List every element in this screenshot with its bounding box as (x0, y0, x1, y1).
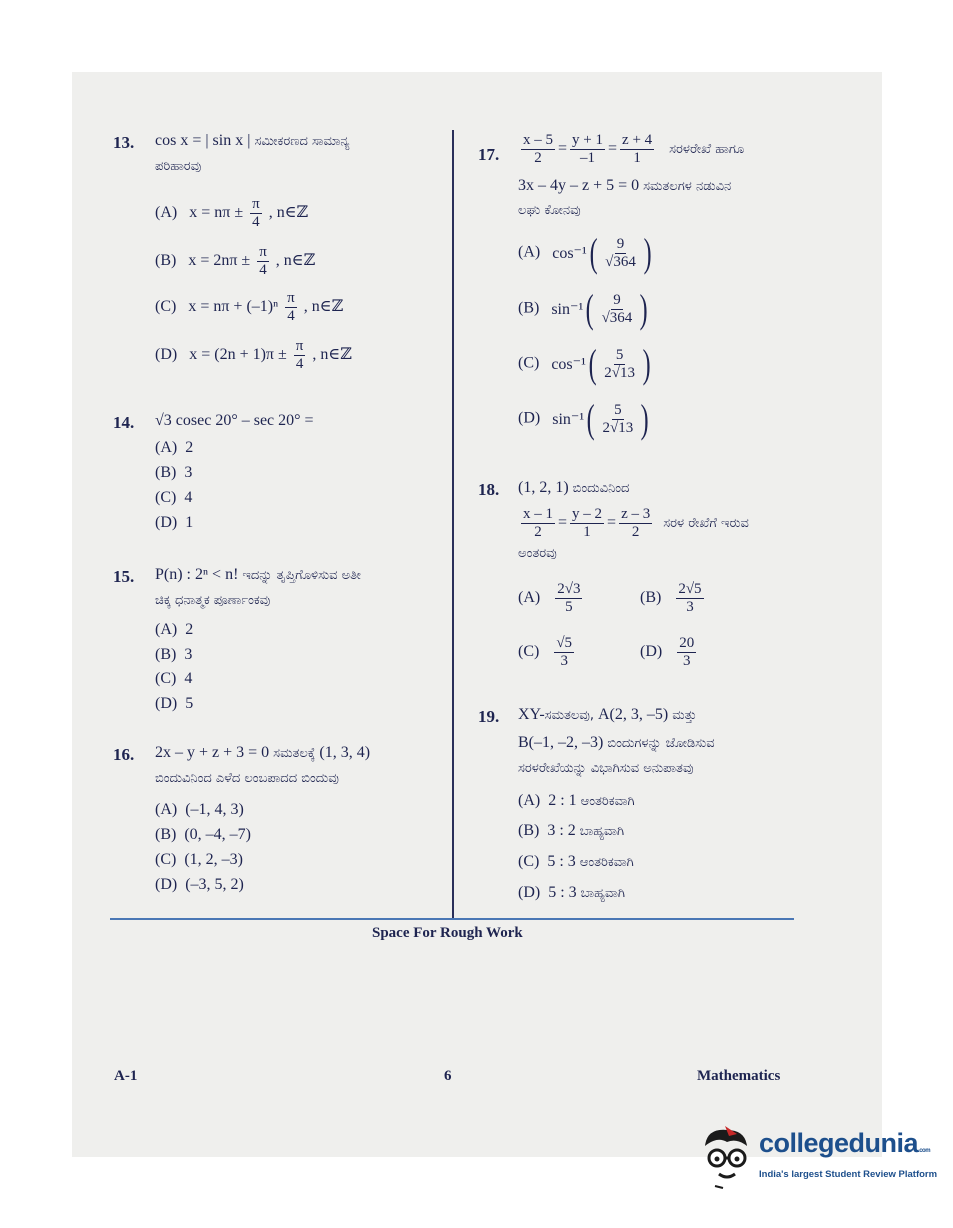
option-c: (C) 4 (155, 489, 193, 506)
option-expr: x = nπ ± (189, 204, 244, 222)
question-stem-point: (1, 2, 1) (518, 479, 569, 496)
fraction: $\frac{\pi}{4}$ (252, 196, 260, 230)
question-stem-kannada-2: ಸಮತಲಗಳ ನಡುವಿನ (643, 179, 732, 194)
option-d: (D) 5 : 3 ಬಾಹ್ಯವಾಗಿ (518, 884, 625, 901)
option-a: (A) $\frac{2√3}{5}$ (518, 581, 581, 615)
brand-tagline: India's largest Student Review Platform (759, 1169, 938, 1180)
option-expr: x = nπ + (–1)ⁿ (188, 298, 279, 316)
fraction: $\frac{z - 3}{2}$ (621, 506, 651, 540)
question-stem-math: P(n) : 2ⁿ < n! (155, 566, 239, 583)
question-number: 16. (113, 745, 135, 764)
question-stem-kannada: ಸರಳರೇಖೆ ಹಾಗೂ (669, 142, 745, 158)
question-stem-math: cos x = | sin x | (155, 132, 251, 149)
option-a: (A) (–1, 4, 3) (155, 801, 244, 818)
question-number: 15. (113, 567, 135, 586)
fraction: $\frac{9}{√364}$ (605, 235, 636, 270)
question-stem-kannada: ಸಮತಲಕ್ಕೆ (273, 746, 316, 761)
option-b: (B) sin⁻¹ ( $\frac{9}{√364}$ ) (518, 286, 648, 331)
mascot-icon (697, 1124, 757, 1190)
option-c: (C) $\frac{√5}{3}$ (518, 635, 573, 669)
option-b: (B) $\frac{2√5}{3}$ (640, 581, 702, 615)
fraction: $\frac{2√3}{5}$ (557, 581, 581, 615)
fraction: $\frac{√5}{3}$ (556, 635, 573, 669)
option-b: (B) x = 2nπ ± $\frac{\pi}{4}$ , n∈ℤ (155, 244, 316, 278)
question-stem-kannada-2: ಬಿಂದುವಿನಿಂದ ಎಳೆದ ಲಂಬಪಾದದ ಬಿಂದುವು (155, 771, 339, 786)
fraction: $\frac{2√5}{3}$ (678, 581, 702, 615)
question-stem-kannada: ಇದನ್ನು ತೃಪ್ತಿಗೊಳಿಸುವ ಅತೀ (242, 568, 361, 583)
option-a: (A) 2 (155, 621, 194, 638)
option-d: (D) $\frac{20}{3}$ (640, 635, 695, 669)
option-d: (D) 5 (155, 695, 194, 712)
collegedunia-logo (697, 1124, 938, 1194)
option-a: (A) 2 : 1 ಆಂತರಿಕವಾಗಿ (518, 792, 635, 809)
question-number: 17. (478, 145, 500, 164)
option-c: (C) cos⁻¹ ( $\frac{5}{2√13}$ ) (518, 341, 651, 386)
exam-page (72, 72, 882, 1157)
option-a: (A) 2 (155, 439, 194, 456)
question-stem-line: $\frac{x - 1}{2}$ = $\frac{y - 2}{1}$ = $\frac{z - 3}{2}$ ಸರಳ ರೇಖೆಗೆ ಇರುವ (523, 506, 749, 540)
question-number: 19. (478, 707, 500, 726)
option-label: (C) (155, 298, 177, 316)
rough-work-heading: Space For Rough Work (372, 925, 523, 941)
option-c: (C) x = nπ + (–1)ⁿ $\frac{\pi}{4}$ , n∈ℤ (155, 290, 344, 324)
fraction: $\frac{x - 5}{2}$ (523, 132, 553, 166)
option-expr: x = (2n + 1)π ± (189, 346, 287, 364)
option-label: (D) (155, 346, 178, 364)
footer-subject: Mathematics (697, 1068, 781, 1084)
question-number: 18. (478, 480, 500, 499)
question-stem-kannada-3: ಅಂತರವು (518, 546, 557, 561)
fraction: $\frac{\pi}{4}$ (259, 244, 267, 278)
question-stem-point: (1, 3, 4) (319, 744, 371, 761)
option-d: (D) sin⁻¹ ( $\frac{5}{2√13}$ ) (518, 396, 649, 441)
fraction: $\frac{y - 2}{1}$ (572, 506, 603, 540)
option-d: (D) (–3, 5, 2) (155, 876, 244, 893)
question-stem-math: 2x – y + z + 3 = 0 (155, 744, 270, 761)
option-b: (B) (0, –4, –7) (155, 826, 251, 843)
option-expr: x = 2nπ ± (188, 252, 251, 270)
question-stem-plane: 3x – 4y – z + 5 = 0 (518, 177, 640, 194)
fraction: $\frac{5}{2√13}$ (604, 346, 635, 381)
fraction: $\frac{z + 4}{1}$ (622, 132, 653, 166)
option-a: (A) x = nπ ± $\frac{\pi}{4}$ , n∈ℤ (155, 196, 309, 230)
fraction: $\frac{y + 1}{-1}$ (572, 132, 603, 166)
brand-name: collegedunia.com (759, 1128, 931, 1158)
option-label: (A) (155, 204, 178, 222)
option-d: (D) x = (2n + 1)π ± $\frac{\pi}{4}$ , n∈ℤ (155, 338, 352, 372)
option-c: (C) 4 (155, 670, 193, 687)
option-c: (C) 5 : 3 ಆಂತರಿಕವಾಗಿ (518, 853, 634, 870)
question-stem-kannada: ಬಿಂದುವಿನಿಂದ (572, 481, 630, 496)
question-number: 13. (113, 133, 135, 152)
question-stem-kannada-3: ಲಘು ಕೋನವು (518, 203, 581, 218)
option-c: (C) (1, 2, –3) (155, 851, 243, 868)
footer-code: A-1 (114, 1068, 138, 1084)
option-b: (B) 3 (155, 646, 193, 663)
section-divider (110, 918, 794, 920)
column-divider (452, 130, 454, 918)
fraction: $\frac{9}{√364}$ (601, 291, 633, 326)
footer-page-number: 6 (444, 1068, 452, 1084)
question-stem-kannada: ಸಮೀಕರಣದ ಸಾಮಾನ್ಯ (254, 134, 350, 149)
question-stem-kannada-2: ಪರಿಹಾರವು (155, 159, 202, 174)
option-b: (B) 3 (155, 464, 193, 481)
option-a: (A) cos⁻¹ ( $\frac{9}{√364}$ ) (518, 230, 652, 275)
question-stem-kannada-2: ಸರಳ ರೇಖೆಗೆ ಇರುವ (663, 516, 749, 532)
option-label: (B) (155, 252, 177, 270)
fraction: $\frac{20}{3}$ (679, 635, 695, 669)
question-stem-line: $\frac{x - 5}{2}$ = $\frac{y + 1}{-1}$ = $\frac{z + 4}{1}$ ಸರಳರೇಖೆ ಹಾಗೂ (523, 132, 745, 166)
fraction: $\frac{x - 1}{2}$ (523, 506, 553, 540)
question-number: 14. (113, 413, 135, 432)
fraction: $\frac{\pi}{4}$ (287, 290, 295, 324)
fraction: $\frac{\pi}{4}$ (295, 338, 304, 372)
option-d: (D) 1 (155, 514, 194, 531)
question-stem-kannada-2: ಚಿಕ್ಕ ಧನಾತ್ಮಕ ಪೂರ್ಣಾಂಕವು (155, 593, 271, 608)
fraction: $\frac{5}{2√13}$ (602, 401, 634, 436)
question-stem: √3 cosec 20° – sec 20° = (155, 412, 314, 429)
option-b: (B) 3 : 2 ಬಾಹ್ಯವಾಗಿ (518, 822, 625, 839)
question-stem-kannada-4: ಸರಳರೇಖೆಯನ್ನು ವಿಭಾಗಿಸುವ ಅನುಪಾತವು (518, 761, 694, 776)
